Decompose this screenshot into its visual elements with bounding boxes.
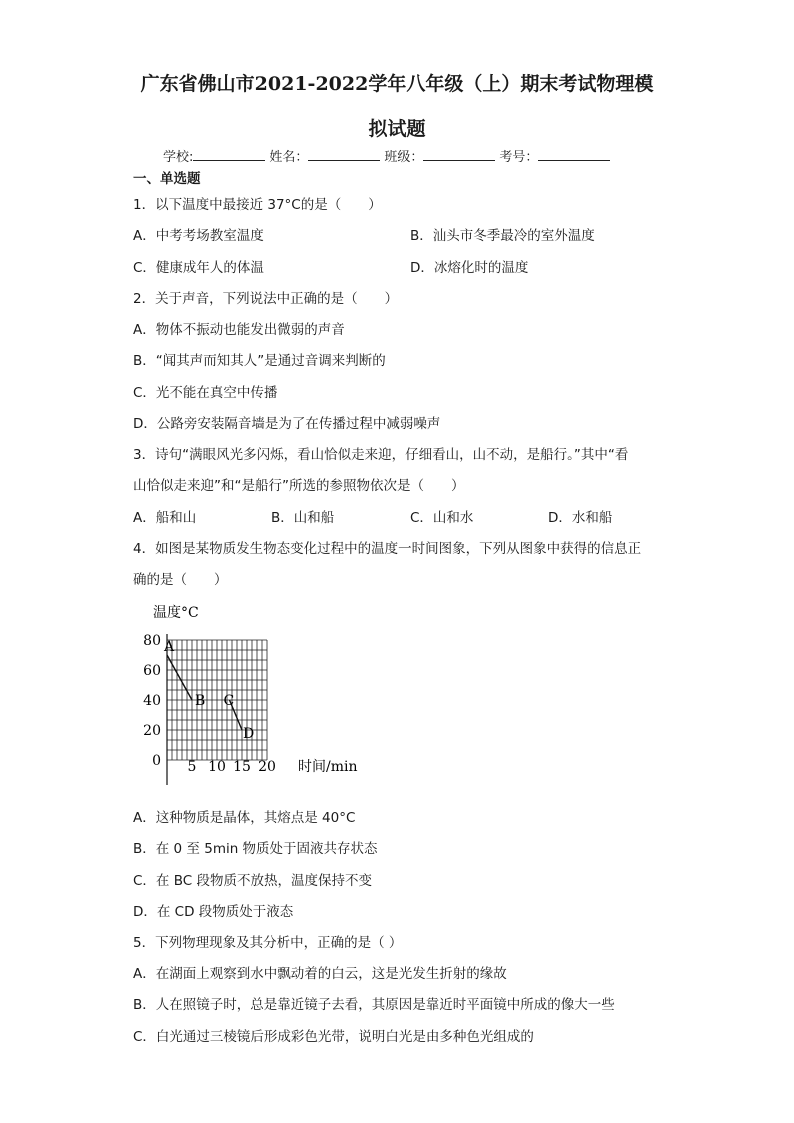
q4-option-c[interactable]: C．在 BC 段物质不放热，温度保持不变 [133, 873, 372, 889]
q5-option-a[interactable]: A．在湖面上观察到水中飘动着的白云，这是光发生折射的缘故 [133, 966, 507, 982]
x-tick-label: 5 [187, 759, 197, 775]
point-label-B: B [195, 693, 206, 709]
y-axis-label: 温度°C [153, 605, 199, 621]
q3-stem-line2: 山恰似走来迎”和“是船行”所选的参照物依次是（ ） [133, 478, 465, 494]
q4-stem-line2: 确的是（ ） [133, 572, 228, 588]
y-tick-label: 40 [143, 693, 161, 709]
y-tick-label: 0 [152, 753, 161, 769]
x-tick-label: 10 [208, 759, 226, 775]
temperature-time-chart [140, 598, 380, 793]
q3-option-b[interactable]: B．山和船 [271, 510, 335, 526]
x-tick-label: 20 [258, 759, 276, 775]
page-title-line1: 广东省佛山市2021-2022学年八年级（上）期末考试物理模 [140, 73, 654, 95]
x-axis-label: 时间/min [298, 759, 358, 775]
q5-option-c[interactable]: C．白光通过三棱镜后形成彩色光带，说明白光是由多种色光组成的 [133, 1029, 534, 1045]
q4-option-d[interactable]: D．在 CD 段物质处于液态 [133, 904, 294, 920]
q4-option-a[interactable]: A．这种物质是晶体，其熔点是 40°C [133, 810, 356, 826]
x-tick-label: 15 [233, 759, 251, 775]
q3-option-d[interactable]: D．水和船 [548, 510, 613, 526]
name-blank[interactable] [308, 148, 380, 161]
name-label: 姓名： [269, 150, 309, 165]
q2-option-d[interactable]: D．公路旁安装隔音墙是为了在传播过程中减弱噪声 [133, 416, 441, 432]
q2-stem: 2．关于声音，下列说法中正确的是（ ） [133, 291, 399, 307]
page-title-line2: 拟试题 [368, 118, 426, 140]
q1-option-c[interactable]: C．健康成年人的体温 [133, 260, 264, 276]
q3-option-a[interactable]: A．船和山 [133, 510, 197, 526]
y-tick-label: 20 [143, 723, 161, 739]
y-tick-label: 80 [143, 633, 161, 649]
y-tick-label: 60 [143, 663, 161, 679]
class-label: 班级： [384, 150, 424, 165]
number-blank[interactable] [538, 148, 610, 161]
q1-option-a[interactable]: A．中考考场教室温度 [133, 228, 264, 244]
q3-option-c[interactable]: C．山和水 [410, 510, 474, 526]
student-info [163, 146, 614, 165]
q1-option-d[interactable]: D．冰熔化时的温度 [410, 260, 529, 276]
number-label: 考号： [499, 150, 539, 165]
segment-AB [167, 655, 192, 700]
q3-stem-line1: 3．诗句“满眼风光多闪烁，看山恰似走来迎，仔细看山，山不动，是船行。”其中“看 [133, 447, 629, 463]
point-label-D: D [243, 726, 255, 742]
q5-stem: 5．下列物理现象及其分析中，正确的是（ ） [133, 935, 403, 951]
q2-option-c[interactable]: C．光不能在真空中传播 [133, 385, 278, 401]
q2-option-b[interactable]: B．“闻其声而知其人”是通过音调来判断的 [133, 353, 386, 369]
q2-option-a[interactable]: A．物体不振动也能发出微弱的声音 [133, 322, 345, 338]
point-label-C: C [223, 693, 235, 709]
q4-stem-line1: 4．如图是某物质发生物态变化过程中的温度一时间图象，下列从图象中获得的信息正 [133, 541, 642, 557]
school-label: 学校: [163, 150, 194, 165]
q1-option-b[interactable]: B．汕头市冬季最冷的室外温度 [410, 228, 595, 244]
q4-option-b[interactable]: B．在 0 至 5min 物质处于固液共存状态 [133, 841, 378, 857]
class-blank[interactable] [423, 148, 495, 161]
q1-stem: 1．以下温度中最接近 37°C的是（ ） [133, 197, 382, 213]
point-label-A: A [164, 639, 175, 655]
q5-option-b[interactable]: B．人在照镜子时，总是靠近镜子去看，其原因是靠近时平面镜中所成的像大一些 [133, 997, 615, 1013]
school-blank[interactable] [193, 148, 265, 161]
section-heading: 一、单选题 [133, 171, 201, 187]
